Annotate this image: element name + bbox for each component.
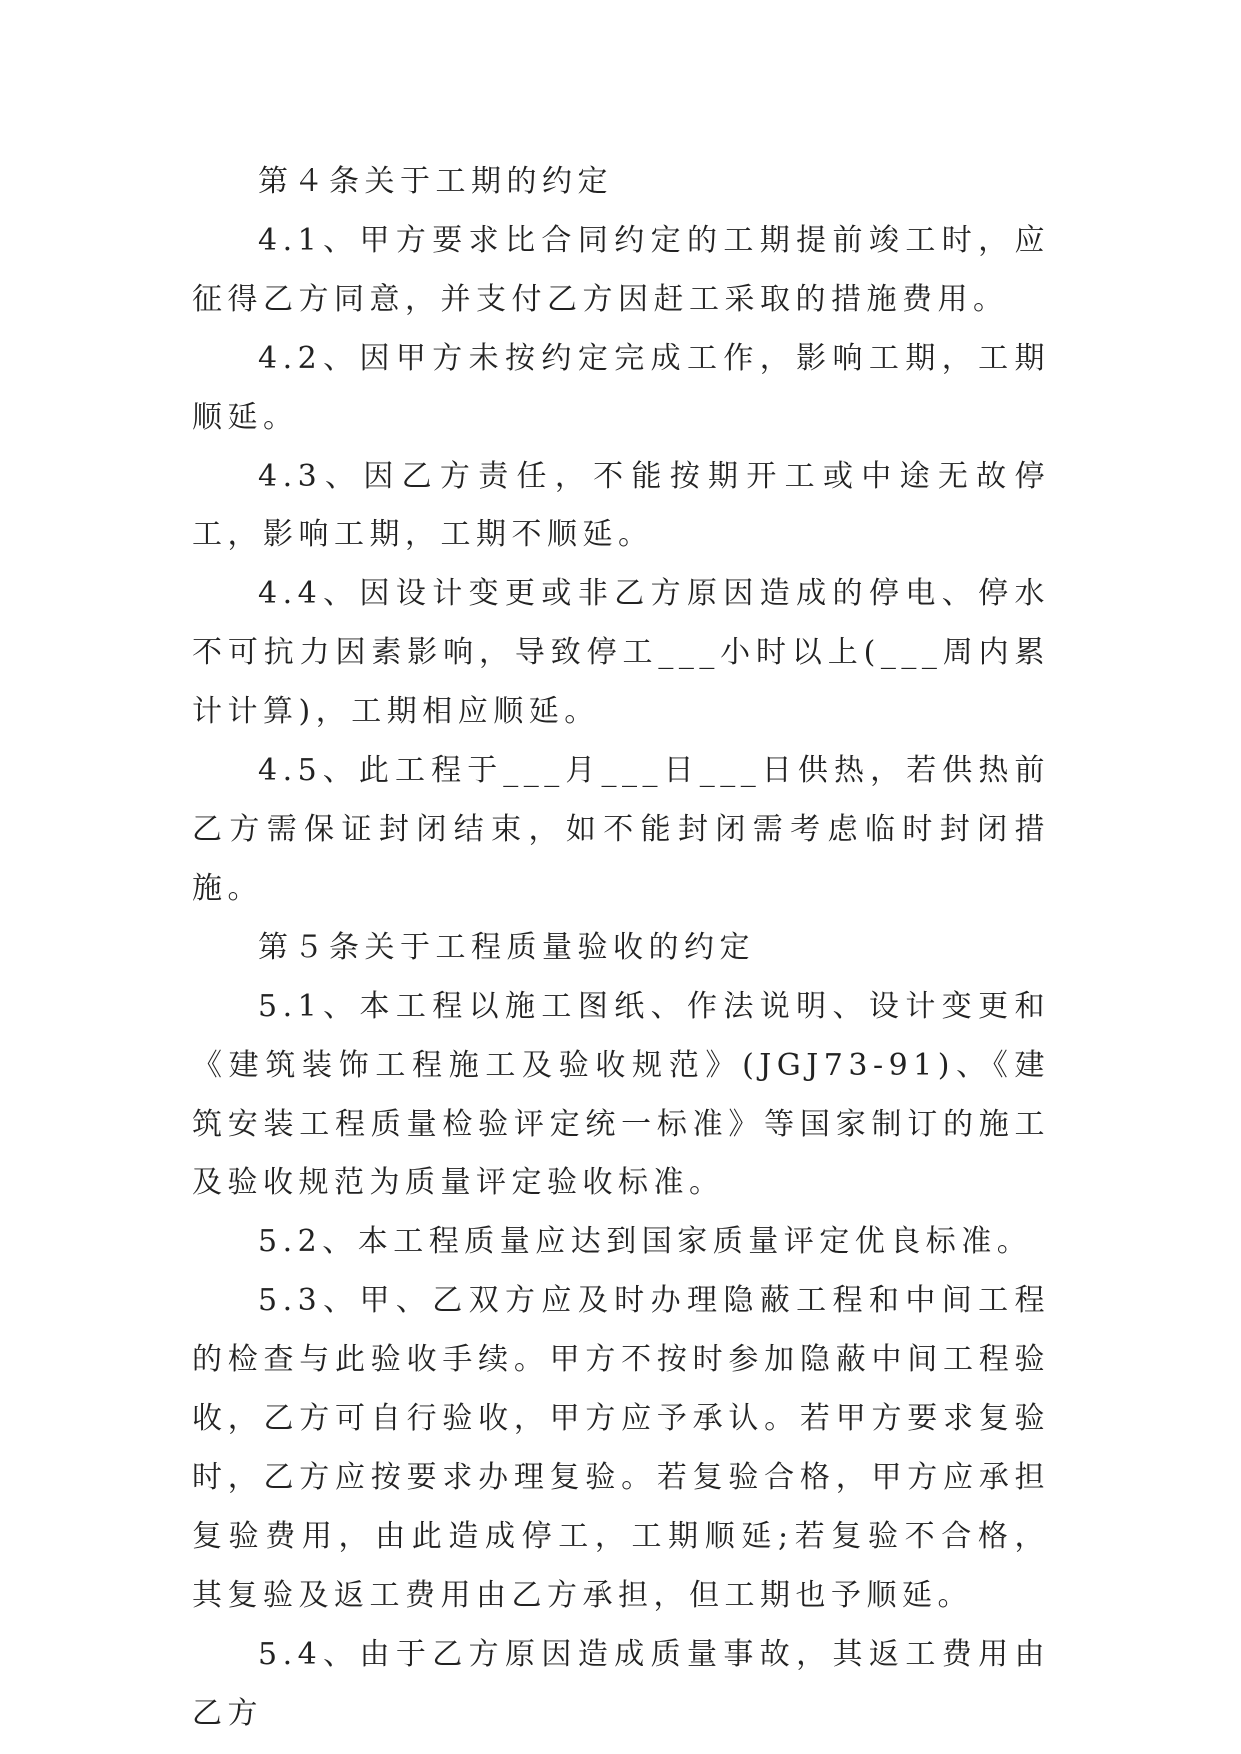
clause-4-1: 4.1、甲方要求比合同约定的工期提前竣工时，应征得乙方同意，并支付乙方因赶工采取的措施费用。: [192, 222, 1050, 317]
section-4-heading: 第４条关于工期的约定: [258, 164, 613, 199]
clause-4-3: 4.3、因乙方责任，不能按期开工或中途无故停工，影响工期，工期不顺延。: [192, 458, 1050, 553]
clause-5-4: 5.4、由于乙方原因造成质量事故，其返工费用由乙方: [192, 1636, 1050, 1731]
clause-4-5: 4.5、此工程于___月___日___日供热，若供热前乙方需保证封闭结束，如不能封闭需考虑临时封闭措施。: [192, 753, 1050, 906]
section-5-heading: 第５条关于工程质量验收的约定: [258, 929, 755, 965]
document-body: [192, 153, 1050, 1743]
clause-5-1: 5.1、本工程以施工图纸、作法说明、设计变更和《建筑装饰工程施工及验收规范》(JGJ73-91)、《建筑安装工程质量检验评定统一标准》等国家制订的施工及验收规范为质量评定验收标准。: [192, 988, 1050, 1201]
clause-4-2: 4.2、因甲方未按约定完成工作，影响工期，工期顺延。: [192, 340, 1050, 435]
clause-4-4: 4.4、因设计变更或非乙方原因造成的停电、停水不可抗力因素影响，导致停工___小时以上(___周内累计计算)，工期相应顺延。: [192, 576, 1050, 730]
clause-5-2: 5.2、本工程质量应达到国家质量评定优良标准。: [258, 1224, 1033, 1260]
clause-5-3: 5.3、甲、乙双方应及时办理隐蔽工程和中间工程的检查与此验收手续。甲方不按时参加隐蔽中间工程验收，乙方可自行验收，甲方应予承认。若甲方要求复验时，乙方应按要求办理复验。若复验合格，甲方应承担复验费用，由此造成停工，工期顺延;若复验不合格，其复验及返工费用由乙方承担，但工期也予顺延。: [192, 1283, 1050, 1613]
